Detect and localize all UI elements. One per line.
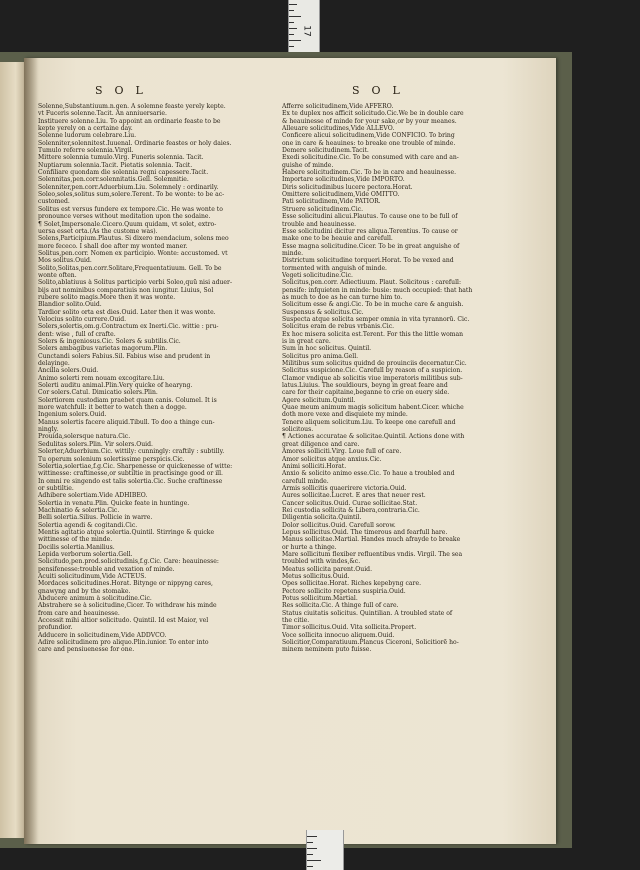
dictionary-line: great diligence and care. — [282, 440, 360, 448]
dictionary-line: Solers ambagibus varietas magorum.Plin. — [38, 345, 168, 353]
dictionary-line: Abstrahere se à solicitudine,Cicer. To withdraw his minde — [38, 602, 217, 610]
dictionary-line: Nuptiarum solennia.Tacit. Pietatis solennia. Tacit. — [38, 161, 193, 169]
dictionary-line: Esse magna solicitudine.Cicer. To be in great anguishe of — [282, 242, 460, 250]
dictionary-line: Solicitior,Comparatiuum.Plancus Ciceroni, Solicitiorẽ ho- — [282, 639, 459, 647]
dictionary-line: rubere solito magis.More then it was wonte. — [38, 293, 176, 301]
dictionary-line: Blandior solito.Ouid. — [38, 301, 102, 309]
dictionary-line: Solers,solertis,om.g.Contractum ex Inerti.Cic. wittie : pru- — [38, 323, 219, 331]
dictionary-line: as much to doe as he can turne him to. — [282, 293, 403, 301]
dictionary-line: Confiliare quondam die solennia regni capessere.Tacit. — [38, 169, 209, 177]
dictionary-line: Clamor vndique ab solicitis viue imperatoris militibus sub- — [282, 374, 463, 382]
dictionary-line: Diris solicitudinibus lucere pectora.Horat. — [282, 183, 413, 191]
dictionary-line: or hurte a thinge. — [282, 543, 337, 551]
dictionary-line: Mos solitus.Ouid. — [38, 257, 92, 265]
dictionary-line: guishe of minde. — [282, 161, 334, 169]
dictionary-line: latus.Liuius. The souldiours, beyng in great feare and — [282, 382, 448, 390]
dictionary-line: Sum in hoc solicitus. Quintil. — [282, 345, 372, 353]
dictionary-line: Ex te duplex nos afficit solicitudo.Cic.We be in double care — [282, 110, 464, 118]
dictionary-line: Solitus,pen.corr. Nomen ex participio. Wonte: accustomed. vt — [38, 249, 228, 257]
dictionary-line: Soleo,soles,solitus sum,solere.Terent. To be wonte: to be ac- — [38, 191, 225, 199]
dictionary-line: & heauinesse of minde for your sake,or by your meanes. — [282, 117, 457, 125]
dictionary-line: Metus sollicitus.Ouid. — [282, 573, 350, 580]
dictionary-line: dent: wise , full of crafte. — [38, 330, 116, 338]
running-head-right: SOL — [352, 84, 412, 97]
dictionary-line: Prouida,solersque natura.Cic. — [38, 433, 131, 441]
dictionary-line: Accessit mihi altior solicitudo. Quintil. Id est Maior, vel — [38, 617, 209, 625]
dictionary-line: Quae meum animum magis solicitum habent.Cicer. whiche — [282, 404, 464, 412]
dictionary-line: Abducere animum à solicitudine.Cic. — [38, 595, 152, 603]
dictionary-line: Afferre solicitudinem,Vide AFFERO. — [282, 103, 394, 110]
dictionary-line: Cunctandi solers Fabius.Sil. Fabius wise and prudent in — [38, 352, 211, 360]
dictionary-line: gnawyng and by the stomake. — [38, 587, 131, 595]
dictionary-line: Mordaces solicitudines.Horat. Bitynge or nippyng cares, — [38, 580, 213, 588]
dictionary-line: Solito,Solitas,pen.corr.Solitare,Frequentatiuum. Gell. To be — [38, 264, 222, 272]
dictionary-line: Esse solicitudini alicui.Plautus. To cause one to be full of — [282, 213, 458, 221]
dictionary-line: Res sollicita.Cic. A thinge full of care. — [282, 602, 399, 610]
dictionary-line: Districtum solicitudine torqueri.Horat. To be vexed and — [282, 257, 454, 265]
dictionary-line: Agere solicitum.Quintil. — [282, 396, 356, 404]
dictionary-line: Tumulo referre solennia.Virgil. — [38, 147, 134, 155]
dictionary-line: minde. — [282, 249, 304, 257]
dictionary-line: Solitus est versus fundere ex tempore.Cic. He was wonte to — [38, 205, 223, 213]
ruler-bottom — [306, 830, 344, 870]
dictionary-line: Rei custodia sollicita & Libera,contraria.Cic. — [282, 506, 420, 514]
dictionary-line: Militibus sum solicitus quidnd de prouinciis decernatur.Cic. — [282, 360, 467, 368]
dictionary-line: Lepus sollicitus.Ouid. The timerous and fearfull hare. — [282, 528, 448, 536]
dictionary-line: Anxio & solicito animo esse.Cic. To haue a troubled and — [282, 470, 455, 478]
dictionary-line: Vegeti solicitudine.Cic. — [282, 271, 353, 279]
left-column — [38, 103, 260, 654]
dictionary-line: Solicitum esse & angi.Cic. To be in muche care & anguish. — [282, 301, 464, 309]
ruler-tick — [307, 866, 313, 867]
dictionary-line: Mentis agitatio atque solertia.Quintil. Stirringe & quicke — [38, 528, 215, 536]
dictionary-line: Mare sollicitum flexiber refluentibus vndis. Virgil. The sea — [282, 550, 463, 558]
dictionary-line: Solens,Participium.Plautus. Si dixero mendacium, solens meo — [38, 235, 229, 243]
dictionary-line: Solennitas,pen.corr.solennitatis.Gell. Solemnitie. — [38, 176, 189, 184]
dictionary-line: Exedi solicitudine.Cic. To be consumed with care and an- — [282, 154, 459, 162]
dictionary-line: Solicitus eram de rebus vrbanis.Cic. — [282, 323, 395, 331]
dictionary-line: Suspensus & solicitus.Cic. — [282, 308, 364, 316]
dictionary-line: pronounce verses without meditation upon the sodaine. — [38, 213, 211, 221]
dictionary-line: Tardior solito orta est dies.Ouid. Later then it was wonte. — [38, 308, 216, 316]
dictionary-line: wittinesse: craftinesse,or subtiltie in practisinge good or ill. — [38, 470, 223, 478]
ruler-label: 17 — [301, 25, 312, 37]
dictionary-line: one in care & heauines: to breake one trouble of minde. — [282, 139, 456, 147]
dictionary-line: more fececo. I shall doe after my wonted maner. — [38, 242, 188, 250]
dictionary-line: Demere solicitudinem.Tacit. — [282, 147, 369, 155]
dictionary-line: Dolor sollicitus.Ouid. Carefull sorow. — [282, 521, 396, 529]
dictionary-line: Status ciuitatis solicitus. Quintilian. A troubled state of — [282, 609, 453, 617]
dictionary-line: Animi solliciti.Horat. — [282, 462, 347, 470]
dictionary-line: Amor solicitus atque anxius.Cic. — [282, 455, 382, 463]
dictionary-line: Solenniter,pen.corr.Aduerbium.Liu. Solemnely : ordinarily. — [38, 183, 219, 191]
dictionary-line: Amores solliciti.Virg. Loue full of care. — [282, 448, 402, 456]
dictionary-line: delayinge. — [38, 360, 70, 368]
ruler-tick — [307, 842, 313, 843]
dictionary-line: Solenne ludorum celebrare.Liu. — [38, 132, 137, 140]
dictionary-line: Velocius solito currere.Ouid. — [38, 315, 127, 323]
dictionary-line: Solerti auditu animal.Plin.Very quicke of hearyng. — [38, 382, 193, 390]
dictionary-line: solicitous. — [282, 426, 314, 434]
dictionary-line: profundior. — [38, 624, 73, 632]
dictionary-line: Solertia,solertiae,f.g.Cic. Sharpenesse or quickenesse of witte: — [38, 462, 233, 470]
dictionary-line: Solicitus pro anima.Gell. — [282, 352, 359, 360]
dictionary-line: bijs aut nominibus comparatiuis non iungitur. Liuius, Sol — [38, 286, 214, 294]
dictionary-line: Ex hoc misera solicita est.Terent. For this the little woman — [282, 330, 464, 338]
gutter-shadow — [24, 58, 38, 844]
dictionary-line: Alleuare solicitudines,Vide ALLEVO. — [282, 125, 395, 133]
dictionary-line: Armis sollicitis quaerirere victoria.Ouid. — [282, 484, 407, 492]
dictionary-line: Adire solicitudinem pro aliquo.Plin.iunior. To enter into — [38, 639, 209, 647]
dictionary-line: Ingenium solers.Ouid. — [38, 411, 107, 419]
right-column — [282, 103, 504, 654]
ruler-tick — [289, 40, 301, 41]
dictionary-line: Suspecta atque solicita semper omnia in vita tyrannorũ. Cic. — [282, 315, 470, 323]
dictionary-line: doth more vexe and disquiete my minde. — [282, 411, 408, 419]
dictionary-line: or subtiltie. — [38, 484, 74, 492]
dictionary-line: wonte often. — [38, 271, 77, 279]
dictionary-line: vt Fuceris solenne.Tacit. An anniuersarie. — [38, 110, 167, 118]
dictionary-line: Solicitus suspicione.Cic. Carefull by reason of a suspicion. — [282, 367, 463, 375]
dictionary-line: Timor sollicitus.Ouid. Vita sollicita.Propert. — [282, 624, 417, 632]
dictionary-line: Animo solerti rem nouam excogitare.Liu. — [38, 374, 165, 382]
ruler-tick — [289, 34, 294, 35]
dictionary-line: is in great care. — [282, 338, 331, 345]
ruler-top — [288, 0, 320, 58]
dictionary-line: Solers & ingeniosus.Cic. Solers & subtilis.Cic. — [38, 338, 181, 345]
dictionary-line: Solertia in venatu.Plin. Quicke feate in huntinge. — [38, 499, 190, 507]
dictionary-line: Instituere solenne.Liu. To appoint an ordinarie feaste to be — [38, 117, 221, 125]
dictionary-line: Solicitus,pen.corr. Adiectiuum. Plaut. Solicitous : carefull: — [282, 279, 462, 287]
dictionary-line: Solicitudo,pen.prod.solicitudinis,f.g.Cic. Care: heauinesse: — [38, 558, 219, 566]
dictionary-line: trouble and heauinesse. — [282, 220, 357, 228]
dictionary-line: Diligentia solicita.Quintil. — [282, 514, 362, 522]
dictionary-line: Tu operum solenium solertissime perspicis.Cic. — [38, 455, 185, 463]
dictionary-line: Cancer solicitus.Ouid. Curae sollicitae.Stat. — [282, 499, 418, 507]
dictionary-line: more watchfull: it better to watch then a dogge. — [38, 404, 187, 412]
dictionary-line: kepte yerely on a certaine day. — [38, 125, 133, 133]
dictionary-line: Pectore sollicito repetens suspiria.Ouid. — [282, 587, 406, 595]
dictionary-line: Lepida verborum solertia.Gell. — [38, 550, 133, 558]
ruler-tick — [289, 10, 294, 11]
dictionary-line: tormented with anguish of minde. — [282, 264, 387, 272]
dictionary-line: troubled with windes,&c. — [282, 558, 361, 566]
dictionary-line: Solenne,Substantiuum.n.gen. A solemne feaste yerely kepte. — [38, 103, 226, 110]
dictionary-line: Ancilla solers.Ouid. — [38, 367, 99, 375]
dictionary-line: ningly. — [38, 426, 59, 434]
dictionary-line: Cor solers.Catul. Dimicatio solers.Plin. — [38, 389, 158, 397]
dictionary-line: pensifenesse:trouble and vexation of minde. — [38, 565, 175, 573]
dictionary-line: wittinesse of the minde. — [38, 536, 113, 544]
dictionary-line: Solertiorem custodiam praebet quam canis. Columel. It is — [38, 396, 217, 404]
dictionary-line: Solito,ablatiuus à Solitus participio verbi Soleo,quũ nisi aduer- — [38, 279, 232, 287]
ruler-tick — [289, 16, 301, 17]
ruler-tick — [289, 4, 297, 5]
dictionary-line: Acuiti solicitudinum,Vide ACTEUS. — [38, 573, 147, 580]
ruler-tick — [289, 28, 297, 29]
dictionary-line: Esse solicitudini dicitur res aliqua.Terentius. To cause or — [282, 227, 458, 235]
dictionary-line: carefull minde. — [282, 477, 329, 485]
dictionary-line: from care and heauinesse. — [38, 609, 120, 617]
dictionary-line: Docilis solertia.Manilius. — [38, 543, 115, 551]
dictionary-line: ¶ Actiones accuratae & solicitae.Quintil. Actions done with — [282, 433, 465, 441]
ruler-tick — [289, 46, 294, 47]
left-page-edge — [0, 62, 27, 838]
dictionary-line: Omittere solicitudinem,Vide OMITTO. — [282, 191, 400, 199]
dictionary-line: care for their capitaine,beganne to crie on euery side. — [282, 389, 450, 397]
dictionary-line: Belli solertia.Silius. Pollicie in warre. — [38, 514, 153, 522]
dictionary-line: the citie. — [282, 617, 310, 625]
ruler-tick — [307, 860, 321, 861]
dictionary-line: Potus sollicitum.Martial. — [282, 595, 358, 603]
running-head-left: SOL — [95, 84, 155, 97]
dictionary-line: Manus sollicitae.Martial. Handes much afrayde to breake — [282, 536, 461, 544]
dictionary-line: Sedulitas solers.Plin. Vir solers.Ouid. — [38, 440, 153, 448]
dictionary-line: Manus solertis facere aliquid.Tibull. To doo a thinge cun- — [38, 418, 215, 426]
dictionary-line: Aures sollicitae.Lucret. E ares that neuer rest. — [282, 492, 426, 500]
dictionary-line: Opes sollicitae.Horat. Riches kepebyng care. — [282, 580, 422, 588]
dictionary-line: Voce sollicita innocuo aliquem.Ouid. — [282, 631, 395, 639]
dictionary-line: customed. — [38, 198, 70, 206]
dictionary-line: Habere solicitudinem.Cic. To be in care and heauinesse. — [282, 169, 457, 177]
dictionary-line: Solertia agendi & cogitandi.Cic. — [38, 521, 138, 529]
ruler-tick — [307, 836, 317, 837]
dictionary-line: ¶ Solet,Impersonale.Cicero.Quum quidam, vt solet, extro- — [38, 220, 217, 228]
dictionary-line: Pati solicitudinem,Vide PATIOR. — [282, 198, 381, 206]
dictionary-line: Solerter,Aduerbium.Cic. wittily: cunningly: craftily : subtilly. — [38, 448, 225, 456]
dictionary-line: Meatus sollicita parent.Ouid. — [282, 565, 373, 573]
dictionary-line: Adhibere solertiam.Vide ADHIBEO. — [38, 492, 148, 500]
dictionary-line: Struere solicitudinem.Cic. — [282, 205, 364, 213]
ruler-tick — [307, 848, 317, 849]
dictionary-line: Mittere solennia tumulo.Virg. Funeris solennia. Tacit. — [38, 154, 204, 162]
dictionary-line: minem neminem puto fuisse. — [282, 646, 372, 654]
ruler-tick — [307, 854, 313, 855]
dictionary-line: Importare solicitudines,Vide IMPORTO. — [282, 176, 405, 184]
dictionary-line: make one to be heauie and carefull. — [282, 235, 393, 243]
dictionary-line: Adducere in solicitudinem,Vide ADDVCO. — [38, 631, 167, 639]
dictionary-line: In omni re singendo est talis solertia.Cic. Suche craftinesse — [38, 477, 223, 485]
dictionary-line: care and pensiuenesse for one. — [38, 646, 135, 654]
ruler-tick — [289, 22, 294, 23]
dictionary-line: Tenere aliquem solicitum.Liu. To keepe one carefull and — [282, 418, 456, 426]
dictionary-line: Solenniter,solennitest.Iuuenal. Ordinarie feastes or holy daies. — [38, 139, 232, 147]
dictionary-line: Conficere alicui solicitudinem,Vide CONFICIO. To bring — [282, 132, 455, 140]
dictionary-line: uersa esset orta.(As the custome was). — [38, 227, 158, 235]
dictionary-line: Machinatio & solertia.Cic. — [38, 506, 120, 514]
dictionary-line: pensife: infquieten in minde: busie: much occupied: that hath — [282, 286, 473, 294]
